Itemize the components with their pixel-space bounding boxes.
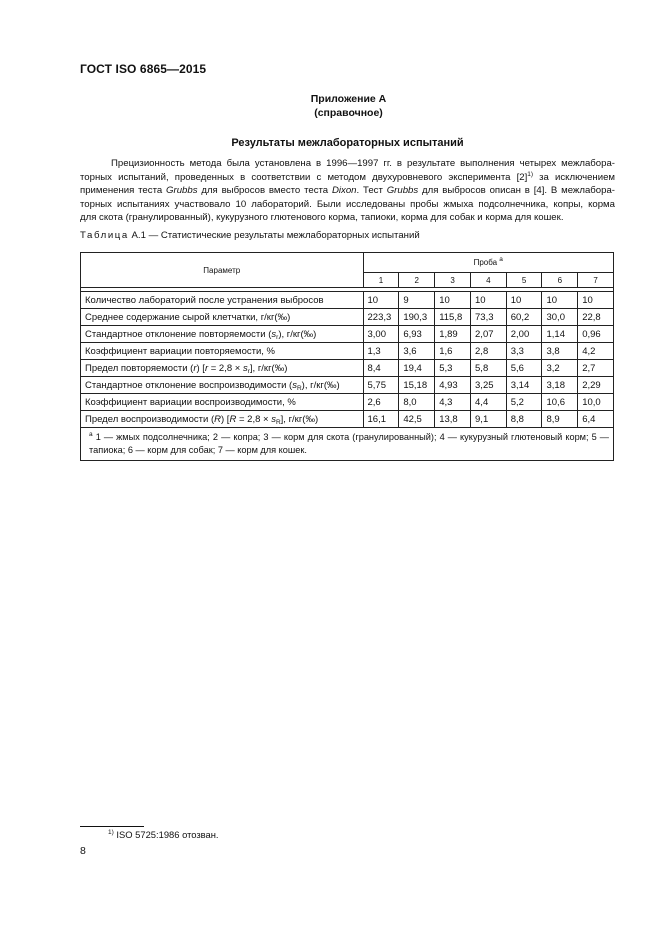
table-cell: 30,0 bbox=[542, 309, 578, 326]
table-cell: 5,75 bbox=[363, 377, 399, 394]
table-cell: 4,4 bbox=[471, 394, 507, 411]
text-span: . Тест bbox=[356, 185, 387, 197]
row-label bbox=[81, 360, 364, 377]
text-italic: R bbox=[229, 413, 237, 425]
table-cell: 3,14 bbox=[506, 377, 542, 394]
table-cell: 60,2 bbox=[506, 309, 542, 326]
sample-header-text: Проба bbox=[473, 258, 498, 267]
footnote-text: ISO 5725:1986 отозван. bbox=[116, 829, 219, 840]
sample-column-header: 2 bbox=[399, 273, 435, 288]
table-cell: 42,5 bbox=[399, 411, 435, 428]
table-row bbox=[81, 394, 614, 411]
sample-column-header: 6 bbox=[542, 273, 578, 288]
text-span: ], г/кг(‰) bbox=[280, 413, 319, 425]
sample-column-header: 1 bbox=[363, 273, 399, 288]
sample-column-header: 7 bbox=[578, 273, 614, 288]
text-span: Предел воспроизводимости ( bbox=[85, 413, 215, 425]
text-span: ) [ bbox=[196, 362, 205, 374]
table-cell: 3,3 bbox=[506, 343, 542, 360]
text-span: ), г/кг(‰) bbox=[301, 379, 340, 391]
table-cell: 8,0 bbox=[399, 394, 435, 411]
table-footnote bbox=[81, 428, 614, 461]
footnote-marker: 1) bbox=[108, 829, 114, 836]
table-cell: 10,6 bbox=[542, 394, 578, 411]
row-label: Количество лабораторий после устранения выбросов bbox=[81, 292, 364, 309]
table-cell: 1,6 bbox=[435, 343, 471, 360]
footnote-text: 1 — жмых подсолнечника; 2 — копра; 3 — корм для скота (гранулированный); 4 — кукурузный глютеновый корм; 5 — тапиока; 6 — корм для собак; 7 — корм для кошек. bbox=[89, 432, 609, 455]
text-span: применения теста bbox=[80, 185, 167, 197]
table-cell: 22,8 bbox=[578, 309, 614, 326]
page-number: 8 bbox=[80, 845, 86, 857]
table-cell: 15,18 bbox=[399, 377, 435, 394]
text-span: ], г/кг(‰) bbox=[249, 362, 288, 374]
table-row bbox=[81, 360, 614, 377]
table-cell: 2,00 bbox=[506, 326, 542, 343]
row-label bbox=[81, 326, 364, 343]
table-cell: 13,8 bbox=[435, 411, 471, 428]
table-cell: 1,3 bbox=[363, 343, 399, 360]
footnote-ref: а bbox=[499, 256, 503, 263]
table-cell: 5,2 bbox=[506, 394, 542, 411]
table-cell: 190,3 bbox=[399, 309, 435, 326]
paragraph-line bbox=[80, 171, 615, 185]
table-footnote-row bbox=[81, 428, 614, 461]
text-span: ) [ bbox=[221, 413, 230, 425]
table-cell: 9,1 bbox=[471, 411, 507, 428]
table-cell: 6,4 bbox=[578, 411, 614, 428]
table-row bbox=[81, 411, 614, 428]
table-row bbox=[81, 343, 614, 360]
table-cell: 73,3 bbox=[471, 309, 507, 326]
table-cell: 3,2 bbox=[542, 360, 578, 377]
table-cell: 3,00 bbox=[363, 326, 399, 343]
text-subscript: r bbox=[276, 333, 279, 341]
text-subscript: R bbox=[296, 384, 302, 392]
text-italic: Grubbs bbox=[166, 185, 198, 197]
table-cell: 10 bbox=[506, 292, 542, 309]
table-cell: 6,93 bbox=[399, 326, 435, 343]
caption-prefix: Таблица bbox=[80, 230, 129, 241]
table-cell: 2,8 bbox=[471, 343, 507, 360]
footnote-divider bbox=[80, 826, 144, 827]
param-column-header: Параметр bbox=[81, 253, 364, 288]
text-span: Стандартное отклонение воспроизводимости ( bbox=[85, 379, 293, 391]
table-cell: 2,07 bbox=[471, 326, 507, 343]
annex-heading bbox=[0, 92, 661, 120]
section-title bbox=[0, 137, 661, 149]
table-cell: 10 bbox=[471, 292, 507, 309]
table-cell: 2,6 bbox=[363, 394, 399, 411]
text-italic: s bbox=[271, 328, 277, 340]
table-cell: 115,8 bbox=[435, 309, 471, 326]
table-cell: 3,6 bbox=[399, 343, 435, 360]
footnote-ref: 1) bbox=[527, 170, 534, 178]
text-subscript: R bbox=[275, 418, 281, 426]
table-cell: 3,8 bbox=[542, 343, 578, 360]
annex-subtitle: (справочное) bbox=[314, 107, 383, 119]
annex-title: Приложение А bbox=[310, 93, 387, 105]
text-italic: r bbox=[204, 362, 209, 374]
text-span: Предел повторяемости ( bbox=[85, 362, 194, 374]
body-paragraph bbox=[80, 157, 615, 225]
text-italic: Grubbs bbox=[386, 185, 419, 197]
table-row bbox=[81, 292, 614, 309]
table-cell: 10 bbox=[435, 292, 471, 309]
text-span: для выбросов вместо теста bbox=[197, 185, 332, 197]
paragraph-line: торных испытаниях участвовало 10 лабораторий. Были исследованы пробы жмыха подсолнечника, копры, корма bbox=[80, 198, 615, 210]
text-italic: s bbox=[242, 362, 248, 374]
footnote-marker: а bbox=[89, 431, 93, 438]
table-cell: 223,3 bbox=[363, 309, 399, 326]
caption-number: А.1 bbox=[131, 230, 146, 241]
table-cell: 0,96 bbox=[578, 326, 614, 343]
table-cell: 4,93 bbox=[435, 377, 471, 394]
table-cell: 4,3 bbox=[435, 394, 471, 411]
standard-code: ГОСТ ISO 6865—2015 bbox=[80, 62, 207, 76]
row-label: Коэффициент вариации воспроизводимости, % bbox=[81, 394, 364, 411]
row-label bbox=[81, 411, 364, 428]
paragraph-line bbox=[80, 184, 615, 198]
caption-text: — Статистические результаты межлабораторных испытаний bbox=[145, 230, 420, 241]
table-row bbox=[81, 309, 614, 326]
table-row bbox=[81, 377, 614, 394]
table-cell: 10 bbox=[363, 292, 399, 309]
table-cell: 10 bbox=[578, 292, 614, 309]
table-cell: 4,2 bbox=[578, 343, 614, 360]
table-cell: 10,0 bbox=[578, 394, 614, 411]
table-cell: 1,14 bbox=[542, 326, 578, 343]
text-subscript: r bbox=[247, 367, 250, 375]
results-table bbox=[80, 252, 614, 461]
text-span: ), г/кг(‰) bbox=[278, 328, 317, 340]
table-cell: 10 bbox=[542, 292, 578, 309]
table-cell: 2,7 bbox=[578, 360, 614, 377]
row-label: Среднее содержание сырой клетчатки, г/кг(‰) bbox=[81, 309, 364, 326]
table-cell: 5,3 bbox=[435, 360, 471, 377]
text-italic: Dixon bbox=[331, 185, 357, 197]
sample-column-header: 4 bbox=[471, 273, 507, 288]
table-cell: 19,4 bbox=[399, 360, 435, 377]
table-cell: 3,18 bbox=[542, 377, 578, 394]
table-cell: 8,4 bbox=[363, 360, 399, 377]
table-row bbox=[81, 326, 614, 343]
text-span: за исключением bbox=[533, 171, 615, 183]
text-italic: R bbox=[214, 413, 221, 425]
text-italic: s bbox=[292, 379, 297, 391]
table-cell: 5,6 bbox=[506, 360, 542, 377]
table-cell: 3,25 bbox=[471, 377, 507, 394]
table-cell: 1,89 bbox=[435, 326, 471, 343]
text-span: торных испытаний, проведенных в соответствии с методом двухуровневого эксперимента [2] bbox=[80, 171, 528, 183]
table-cell: 8,8 bbox=[506, 411, 542, 428]
paragraph-line: для скота (гранулированный), кукурузного глютенового корма, тапиоки, корма для собак и корма для кошек. bbox=[80, 212, 564, 224]
table-cell: 16,1 bbox=[363, 411, 399, 428]
table-caption bbox=[80, 230, 420, 241]
sample-group-header bbox=[363, 253, 614, 273]
sample-column-header: 5 bbox=[506, 273, 542, 288]
row-label: Коэффициент вариации повторяемости, % bbox=[81, 343, 364, 360]
table-cell: 9 bbox=[399, 292, 435, 309]
text-italic: s bbox=[271, 413, 276, 425]
table-cell: 8,9 bbox=[542, 411, 578, 428]
section-title-text: Результаты межлабораторных испытаний bbox=[231, 137, 464, 149]
table-cell: 2,29 bbox=[578, 377, 614, 394]
page-footnote bbox=[108, 829, 219, 840]
text-span: для выбросов описан в [4]. В межлабора- bbox=[418, 185, 615, 197]
text-span: Стандартное отклонение повторяемости ( bbox=[85, 328, 272, 340]
text-span: = 2,8 × bbox=[236, 413, 272, 425]
sample-column-header: 3 bbox=[435, 273, 471, 288]
row-label bbox=[81, 377, 364, 394]
text-span: = 2,8 × bbox=[208, 362, 243, 374]
text-italic: r bbox=[193, 362, 197, 374]
table-cell: 5,8 bbox=[471, 360, 507, 377]
paragraph-line: Прецизионность метода была установлена в 1996—1997 гг. в результате выполнения четырех межлабора- bbox=[111, 158, 615, 169]
